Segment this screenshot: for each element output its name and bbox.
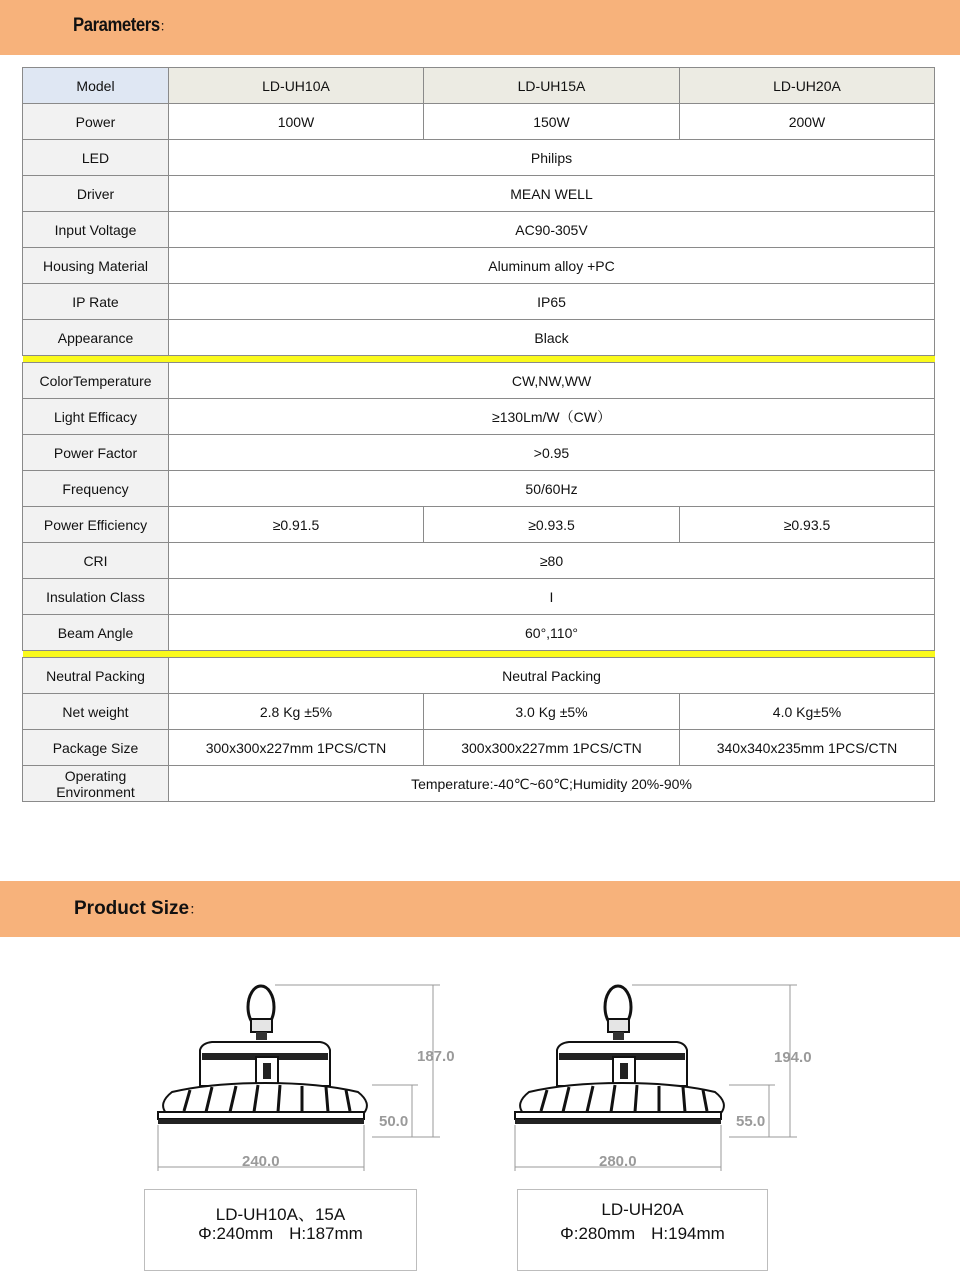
value-cell: >0.95 (169, 435, 935, 471)
value-cell: I (169, 579, 935, 615)
value-cell: ≥130Lm/W（CW） (169, 399, 935, 435)
model-header-cell: LD-UH10A (169, 68, 424, 104)
row-label: Insulation Class (23, 579, 169, 615)
table-row (23, 579, 935, 615)
row-label: Power Factor (23, 435, 169, 471)
caption-height: H:194mm (651, 1224, 725, 1243)
parameters-title-text: Parameters (73, 15, 160, 36)
high-bay-lamp-illustration (158, 986, 367, 1124)
separator-bar (23, 356, 935, 363)
row-label: Model (23, 68, 169, 104)
table-header-row (23, 68, 935, 104)
value-cell: 50/60Hz (169, 471, 935, 507)
table-row (23, 615, 935, 651)
base-dimension-label: 50.0 (379, 1113, 409, 1130)
value-cell: 150W (424, 104, 680, 140)
row-label: Power (23, 104, 169, 140)
parameters-title (73, 15, 172, 37)
row-label: IP Rate (23, 284, 169, 320)
section-separator (23, 651, 935, 658)
model-header-cell: LD-UH15A (424, 68, 680, 104)
caption-dimensions (518, 1224, 767, 1248)
table-row (23, 766, 935, 802)
product-size-title (74, 898, 203, 920)
value-cell: CW,NW,WW (169, 363, 935, 399)
row-label: Housing Material (23, 248, 169, 284)
parameters-title-colon: ： (159, 18, 172, 34)
table-row (23, 399, 935, 435)
row-label: Beam Angle (23, 615, 169, 651)
row-label: Net weight (23, 694, 169, 730)
table-row (23, 507, 935, 543)
height-dimension-label: 194.0 (774, 1049, 812, 1066)
caption-height: H:187mm (289, 1224, 363, 1243)
row-label: Frequency (23, 471, 169, 507)
caption-diameter: Φ:280mm (560, 1224, 636, 1243)
value-cell: 340x340x235mm 1PCS/CTN (680, 730, 935, 766)
row-label: Operating Environment (23, 766, 169, 802)
row-label: Neutral Packing (23, 658, 169, 694)
value-cell: ≥80 (169, 543, 935, 579)
table-row (23, 104, 935, 140)
model-header-cell: LD-UH20A (680, 68, 935, 104)
table-row (23, 320, 935, 356)
table-row (23, 248, 935, 284)
row-label: CRI (23, 543, 169, 579)
value-cell: Temperature:-40℃~60℃;Humidity 20%-90% (169, 766, 935, 802)
value-cell: 300x300x227mm 1PCS/CTN (424, 730, 680, 766)
product-size-banner (0, 881, 960, 937)
value-cell: MEAN WELL (169, 176, 935, 212)
value-cell: ≥0.91.5 (169, 507, 424, 543)
caption-model: LD-UH20A (601, 1200, 684, 1219)
table-row (23, 435, 935, 471)
table-row (23, 212, 935, 248)
row-label: Appearance (23, 320, 169, 356)
width-dimension-label: 280.0 (599, 1153, 637, 1170)
table-row (23, 363, 935, 399)
row-label: Driver (23, 176, 169, 212)
caption-box-uh10a (144, 1189, 417, 1271)
dimension-drawing-uh10a (150, 975, 455, 1175)
dimension-drawing-uh20a (507, 975, 812, 1175)
row-label: Power Efficiency (23, 507, 169, 543)
value-cell: Black (169, 320, 935, 356)
caption-diameter: Φ:240mm (198, 1224, 274, 1243)
high-bay-lamp-illustration (515, 986, 724, 1124)
value-cell: 200W (680, 104, 935, 140)
row-label: Input Voltage (23, 212, 169, 248)
table-row (23, 694, 935, 730)
product-size-title-colon: ： (189, 901, 204, 917)
value-cell: Neutral Packing (169, 658, 935, 694)
section-separator (23, 356, 935, 363)
product-size-title-text: Product Size (74, 898, 190, 919)
table-row (23, 730, 935, 766)
value-cell: ≥0.93.5 (680, 507, 935, 543)
row-label: Light Efficacy (23, 399, 169, 435)
value-cell: ≥0.93.5 (424, 507, 680, 543)
table-row (23, 140, 935, 176)
value-cell: 3.0 Kg ±5% (424, 694, 680, 730)
table-row (23, 543, 935, 579)
value-cell: 100W (169, 104, 424, 140)
table-row (23, 284, 935, 320)
row-label: LED (23, 140, 169, 176)
caption-box-uh20a (517, 1189, 768, 1271)
value-cell: IP65 (169, 284, 935, 320)
row-label: Package Size (23, 730, 169, 766)
separator-bar (23, 651, 935, 658)
caption-dimensions (145, 1224, 416, 1248)
row-label: ColorTemperature (23, 363, 169, 399)
width-dimension-label: 240.0 (242, 1153, 280, 1170)
value-cell: 300x300x227mm 1PCS/CTN (169, 730, 424, 766)
value-cell: 2.8 Kg ±5% (169, 694, 424, 730)
base-dimension-label: 55.0 (736, 1113, 766, 1130)
height-dimension-label: 187.0 (417, 1048, 455, 1065)
value-cell: 60°,110° (169, 615, 935, 651)
caption-model: LD-UH10A、15A (215, 1205, 346, 1224)
value-cell: 4.0 Kg±5% (680, 694, 935, 730)
table-row (23, 176, 935, 212)
table-row (23, 471, 935, 507)
spec-table (22, 67, 935, 802)
value-cell: Aluminum alloy +PC (169, 248, 935, 284)
value-cell: Philips (169, 140, 935, 176)
value-cell: AC90-305V (169, 212, 935, 248)
parameters-banner (0, 0, 960, 55)
table-row (23, 658, 935, 694)
